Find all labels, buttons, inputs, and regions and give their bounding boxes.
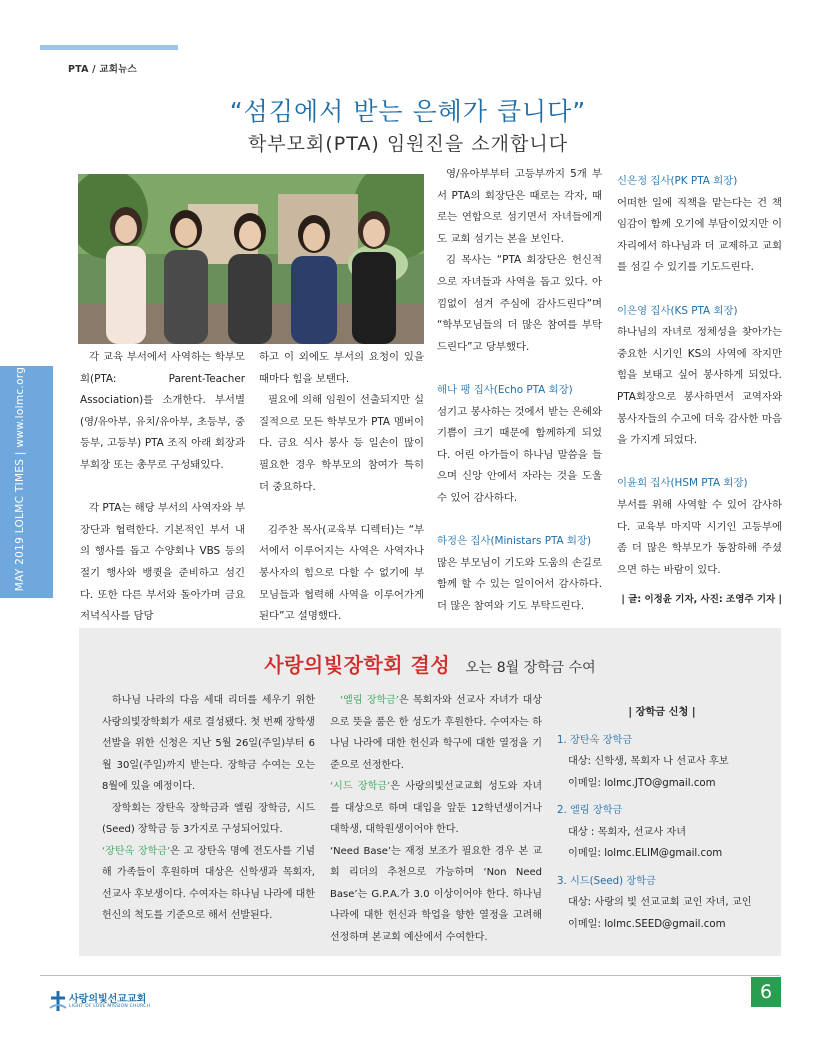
scholarship-paragraph: [102, 841, 315, 927]
application-item-email[interactable]: 이메일: lolmc.ELIM@gmail.com: [568, 848, 723, 859]
side-banner-text: MAY 2019 LOLMC TIMES | www.lolmc.org: [14, 366, 26, 592]
officer-quote: 어떠한 일에 직책을 맡는다는 건 책임감이 함께 오기에 부담이었지만 이 자리에서 하나님과 더 교제하고 교회를 섬길 수 있기를 기도드린다.: [617, 196, 782, 274]
side-banner: [0, 366, 53, 598]
application-item-title: 2. 엘림 장학금: [557, 805, 623, 816]
seed-scholarship-text: 은 사랑의빛선교교회 성도와 자녀를 대상으로 하며 대입을 앞둔 12학년생이거나 대학생, 대학원생이어야 한다.: [330, 781, 542, 835]
article-paragraph: 하고 이 외에도 부서의 요청이 있을 때마다 힘을 보탠다.: [259, 351, 424, 385]
elim-scholarship-label: ‘엘림 장학금’: [340, 695, 400, 706]
officer-name: 신은정 집사(PK PTA 회장): [617, 175, 738, 187]
article-column-1: [80, 347, 245, 649]
application-item-target: 대상 : 목회자, 선교사 자녀: [568, 826, 687, 838]
article-credit: | 글: 이정윤 기자, 사진: 조영주 기자 |: [621, 594, 782, 606]
seed-scholarship-label: ‘시드 장학금’: [330, 781, 391, 792]
scholarship-paragraph: ‘Need Base’는 재정 보조가 필요한 경우 본 교회 리더의 추천으로 가능하며 ‘Non Need Base’는 G.P.A.가 3.0 이상이어야 한다. 하나님 나라에 대한 헌신과 학업을 향한 열정을 고려해 선정하며 본교회 예산에서 수여한다.: [330, 845, 542, 943]
article-paragraph: 각 PTA는 해당 부서의 사역자와 부장단과 협력한다. 기본적인 부서 내의 행사를 돕고 수양회나 VBS 등의 절기 행사와 뱅큇을 준비하고 섬긴다. 또한 다른 부서와 돌아가며 금요 저녁식사를 담당: [80, 502, 245, 623]
application-item-title: 1. 장탄옥 장학금: [557, 734, 633, 746]
jto-scholarship-text: 은 고 장탄옥 명예 전도사를 기념해 가족들이 후원하며 대상은 신학생과 목회자, 선교사 후보생이다. 수여자는 하나님 나라에 대한 헌신의 척도를 기준으로 해서 선발된다.: [102, 845, 315, 921]
scholarship-paragraph: 하나님 나라의 다음 세대 리더를 세우기 위한 사랑의빛장학회가 새로 결성됐다. 첫 번째 장학생 선발을 위한 신청은 지난 5월 26일(주일)부터 6월 30일(주일)까지 받는다. 장학금 수여는 오는 8월에 있을 예정이다.: [102, 695, 315, 792]
scholarship-column-2: [330, 690, 542, 948]
group-photo: [78, 174, 424, 344]
scholarship-title: 사랑의빛장학회 결성: [264, 653, 451, 677]
officer-quote: 하나님의 자녀로 정체성을 찾아가는 중요한 시기인 KS의 사역에 작지만 힘을 보태고 싶어 봉사하게 되었다. PTA회장으로 봉사하면서 교역자와 봉사자들의 수고에 더욱 감사한 마음을 가지게 되었다.: [617, 326, 782, 447]
officer-quote: 섬기고 봉사하는 것에서 받는 은혜와 기쁨이 크기 때문에 함께하게 되었다. 어린 아가들이 하나님 말씀을 들으며 신앙 안에서 자라는 것을 도울 수 있어 감사하다.: [437, 405, 602, 504]
article-paragraph: 영/유아부부터 고등부까지 5개 부서 PTA의 회장단은 때로는 각자, 때로는 연합으로 섬기면서 자녀들에게도 교회 섬기는 본을 보인다.: [437, 168, 602, 245]
officer-name: 이윤희 집사(HSM PTA 회장): [617, 477, 748, 490]
application-item-email[interactable]: 이메일: lolmc.SEED@gmail.com: [568, 918, 726, 930]
scholarship-paragraph: 장학회는 장탄옥 장학금과 엘림 장학금, 시드(Seed) 장학금 등 3가지로 구성되어있다.: [102, 802, 315, 835]
scholarship-subtitle: 오는 8월 장학금 수여: [465, 660, 596, 676]
scholarship-paragraph: [330, 776, 542, 841]
article-column-4: [617, 171, 782, 611]
jto-scholarship-label: ‘장탄옥 장학금’: [102, 845, 171, 857]
officer-name: 이은영 집사(KS PTA 회장): [617, 304, 738, 317]
scholarship-heading: [79, 649, 781, 678]
elim-scholarship-text: 은 목회자와 선교사 자녀가 대상으로 뜻을 품은 한 성도가 후원한다. 수여자는 하나님 나라에 대한 헌신과 학구에 대한 열정을 기준으로 선정한다.: [330, 695, 542, 771]
church-subtitle: LIGHT OF LOVE MISSION CHURCH: [69, 1004, 151, 1009]
article-paragraph: 김주찬 목사(교육부 디렉터)는 “부서에서 이루어지는 사역은 사역자나 봉사자의 힘으로 다할 수 없기에 부모님들과 협력해 사역을 이루어가게 된다”고 설명했다.: [259, 523, 424, 623]
page-number: 6: [751, 977, 781, 1007]
officer-name: 해나 팽 집사(Echo PTA 회장): [437, 383, 573, 396]
article-subheadline: 학부모회(PTA) 임원진을 소개합니다: [247, 133, 569, 155]
article-paragraph: 필요에 의해 임원이 선출되지만 실질적으로 모든 학부모가 PTA 멤버이다. 금요 식사 봉사 등 일손이 많이 필요한 경우 학부모의 참여가 특히 더 중요하다.: [259, 394, 424, 493]
application-heading: | 장학금 신청 |: [628, 707, 696, 718]
application-item-title: 3. 시드(Seed) 장학금: [557, 875, 656, 887]
footer-rule: [40, 975, 780, 976]
article-column-2: [259, 347, 424, 649]
scholarship-application: [557, 702, 767, 935]
scholarship-column-1: [102, 690, 315, 927]
officer-quote: 많은 부모님이 기도와 도움의 손길로 함께 할 수 있는 일이어서 감사하다. 더 많은 참여와 기도 부탁드린다.: [437, 556, 602, 612]
top-accent-bar: [40, 45, 178, 50]
officer-quote: 부서를 위해 사역할 수 있어 감사하다. 교육부 마지막 시기인 고등부에 좀 더 많은 학부모가 동참하해 주셨으면 하는 바람이 있다.: [617, 498, 782, 576]
section-label: PTA / 교회뉴스: [68, 64, 137, 75]
article-paragraph: 김 목사는 “PTA 회장단은 헌신적으로 자녀들과 사역을 돕고 있다. 아낌없이 섬겨 주심에 감사드린다”며 “학부모님들의 더 많은 참여를 부탁드린다”고 당부했다.: [437, 254, 602, 353]
church-name: 사랑의빛선교교회: [69, 994, 147, 1005]
application-item-email[interactable]: 이메일: lolmc.JTO@gmail.com: [568, 777, 716, 789]
article-column-3: [437, 164, 602, 639]
article-headline: “섬김에서 받는 은혜가 큽니다”: [229, 97, 587, 126]
application-item-target: 대상: 사랑의 빛 선교교회 교인 자녀, 교인: [568, 897, 752, 908]
article-paragraph: 각 교육 부서에서 사역하는 학부모회(PTA: Parent-Teacher Association)를 소개한다. 부서별(영/유아부, 유치/유아부, 초등부, 중등부, 고등부) PTA 조직 아래 회장과 부회장 또는 총무로 구성돼있다.: [80, 351, 245, 471]
application-item-target: 대상: 신학생, 목회자 나 선교사 후보: [568, 756, 729, 767]
officer-name: 하정은 집사(Ministars PTA 회장): [437, 535, 592, 548]
scholarship-paragraph: [330, 690, 542, 776]
